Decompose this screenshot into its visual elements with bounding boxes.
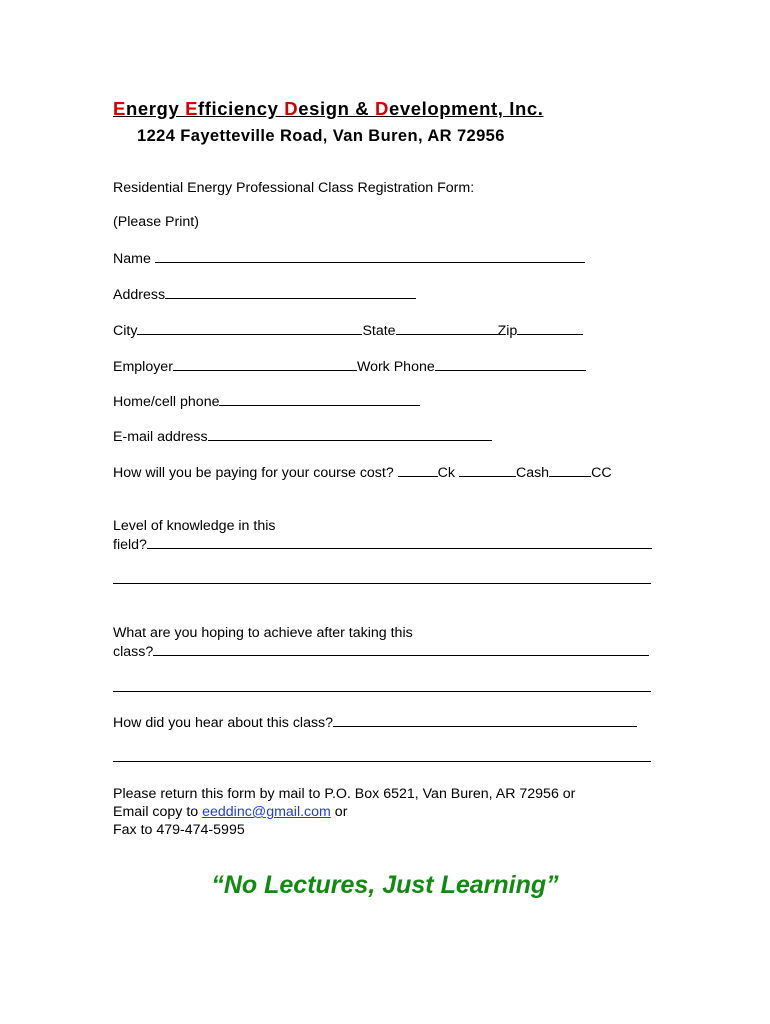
email-link[interactable]: eeddinc@gmail.com — [202, 804, 331, 820]
hear-field[interactable] — [333, 713, 637, 727]
title-word-3: esign & — [298, 98, 375, 119]
email-field[interactable] — [208, 427, 492, 441]
return-instructions: Please return this form by mail to P.O. Box 6521, Van Buren, AR 72956 or — [113, 786, 576, 802]
address-field[interactable] — [165, 285, 416, 299]
motto: “No Lectures, Just Learning” — [211, 871, 559, 899]
email-label: E-mail address — [113, 429, 208, 445]
title-word-4: evelopment, Inc. — [388, 98, 544, 119]
hear-extra-field[interactable] — [113, 748, 651, 762]
home-cell-field[interactable] — [219, 392, 420, 406]
hear-label: How did you hear about this class? — [113, 715, 334, 731]
please-print-note: (Please Print) — [113, 214, 199, 230]
payment-ck-field[interactable] — [398, 463, 438, 477]
knowledge-field[interactable] — [147, 535, 652, 549]
employer-label: Employer — [113, 359, 173, 375]
payment-cash-label: Cash — [515, 465, 550, 481]
name-label: Name — [113, 251, 155, 267]
work-phone-field[interactable] — [435, 357, 586, 371]
title-initial-3: D — [284, 98, 299, 119]
zip-field[interactable] — [517, 321, 583, 335]
employer-field[interactable] — [173, 357, 357, 371]
achieve-field[interactable] — [153, 642, 649, 656]
title-initial-4: D — [374, 98, 389, 119]
payment-cc-label: CC — [591, 465, 612, 481]
achieve-question-line1: What are you hoping to achieve after taking this — [113, 625, 413, 641]
payment-cc-field[interactable] — [549, 463, 591, 477]
city-field[interactable] — [137, 321, 362, 335]
knowledge-row — [113, 535, 652, 554]
fax-line: Fax to 479-474-5995 — [113, 822, 245, 838]
title-word-2: fficiency — [198, 98, 285, 119]
name-field[interactable] — [155, 249, 585, 263]
knowledge-extra-field[interactable] — [113, 570, 651, 584]
home-cell-label: Home/cell phone — [113, 394, 220, 410]
title-word-1: nergy — [125, 98, 186, 119]
achieve-row — [113, 642, 649, 661]
name-row — [113, 249, 585, 268]
zip-label: Zip — [497, 323, 518, 339]
company-title — [113, 98, 544, 120]
title-initial-2: E — [185, 98, 199, 119]
form-heading: Residential Energy Professional Class Registration Form: — [113, 180, 475, 196]
work-phone-label: Work Phone — [356, 359, 435, 375]
address-row — [113, 285, 416, 304]
state-field[interactable] — [396, 321, 498, 335]
employer-row — [113, 357, 586, 376]
achieve-extra-field[interactable] — [113, 678, 651, 692]
city-label: City — [113, 323, 138, 339]
hear-extra-row — [113, 748, 651, 767]
knowledge-extra-row — [113, 570, 651, 589]
email-copy-suffix: or — [330, 804, 348, 820]
state-label: State — [362, 323, 396, 339]
payment-question: How will you be paying for your course cost? — [113, 465, 398, 481]
email-row — [113, 427, 492, 446]
title-initial-1: E — [113, 98, 126, 119]
achieve-question-line2: class? — [113, 644, 154, 660]
knowledge-question-line1: Level of knowledge in this — [113, 518, 276, 534]
address-label: Address — [113, 287, 166, 303]
payment-ck-label: Ck — [437, 465, 459, 481]
hear-row — [113, 713, 637, 732]
email-copy-line — [113, 803, 347, 821]
email-copy-prefix: Email copy to — [113, 804, 203, 820]
company-address: 1224 Fayetteville Road, Van Buren, AR 72956 — [137, 127, 505, 145]
payment-cash-field[interactable] — [459, 463, 516, 477]
city-state-zip-row — [113, 321, 583, 340]
payment-row — [113, 463, 612, 482]
home-cell-row — [113, 392, 420, 411]
knowledge-question-line2: field? — [113, 537, 147, 553]
achieve-extra-row — [113, 678, 651, 697]
